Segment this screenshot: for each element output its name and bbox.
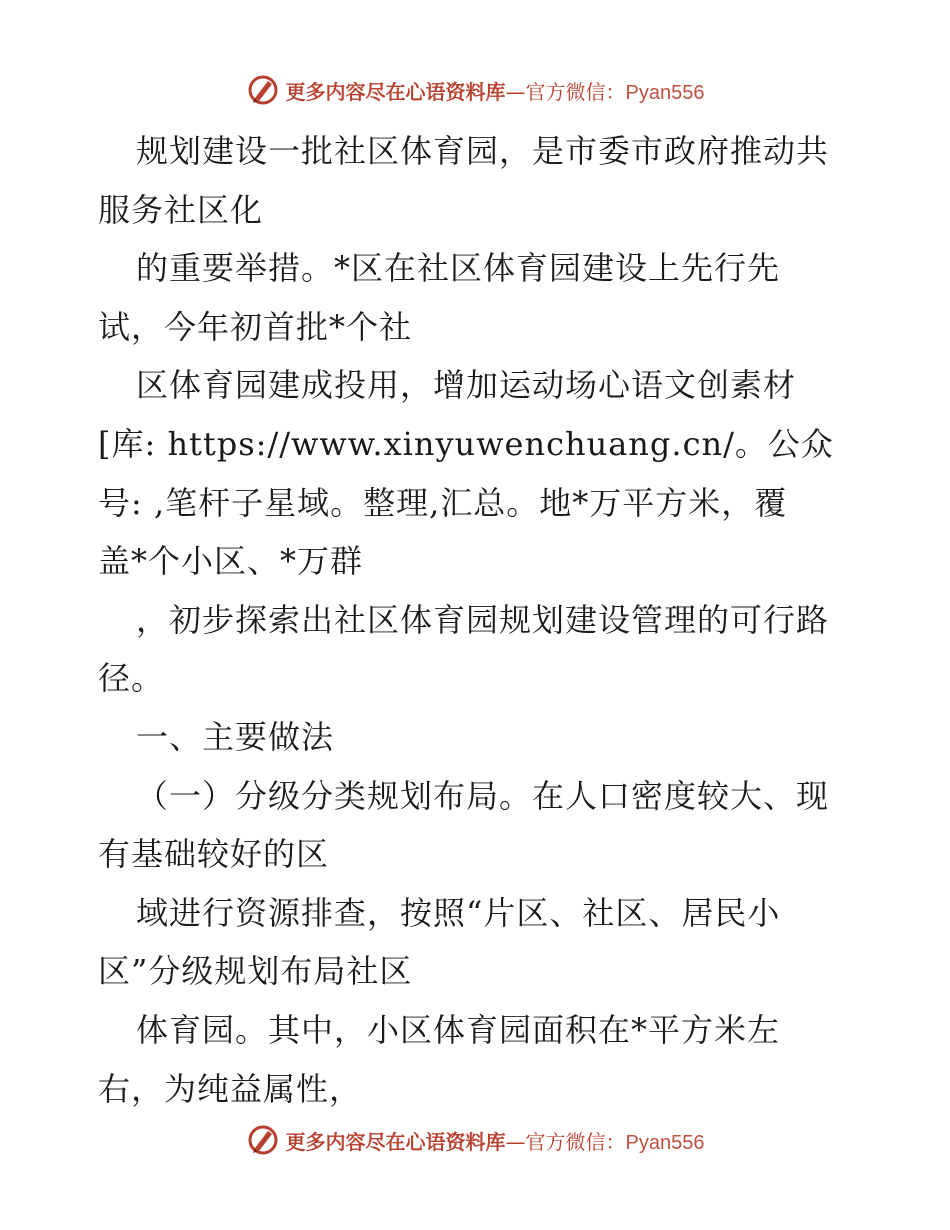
banner-text <box>286 1126 705 1155</box>
text-line: 号: ,笔杆子星域。整理,汇总。地*万平方米，覆 <box>98 483 788 522</box>
banner-text <box>286 76 705 105</box>
pen-logo-icon <box>246 73 280 107</box>
text-line: 有基础较好的区 <box>98 835 330 874</box>
banner-separator: — <box>505 1129 526 1154</box>
text-line: 的重要举措。*区在社区体育园建设上先行先 <box>136 249 781 288</box>
footer-banner <box>0 1120 950 1160</box>
banner-wechat-id: Pyan556 <box>625 1131 705 1154</box>
text-line: 服务社区化 <box>98 190 264 229</box>
section-heading: 一、主要做法 <box>136 717 335 756</box>
banner-main-text: 更多内容尽在心语资料库 <box>285 1129 506 1154</box>
banner-wechat-id: Pyan556 <box>625 81 705 104</box>
banner-separator: — <box>505 79 526 104</box>
text-line: 径。 <box>98 659 165 698</box>
text-line: 试，今年初首批*个社 <box>98 307 413 346</box>
text-line: [库: https://www.xinyuwenchuang.cn/。公众 <box>98 424 834 463</box>
text-line: （一）分级分类规划布局。在人口密度较大、现 <box>136 776 830 815</box>
banner-wechat-label: 官方微信： <box>525 1129 626 1154</box>
text-line: ，初步探索出社区体育园规划建设管理的可行路 <box>136 600 830 639</box>
text-line: 域进行资源排查，按照“片区、社区、居民小 <box>136 893 781 932</box>
banner-main-text: 更多内容尽在心语资料库 <box>285 79 506 104</box>
document-body <box>98 122 858 1118</box>
text-line: 右，为纯益属性， <box>98 1069 363 1108</box>
text-line: 盖*个小区、*万群 <box>98 542 364 581</box>
text-line: 区”分级规划布局社区 <box>98 952 413 991</box>
pen-logo-icon <box>246 1123 280 1157</box>
banner-wechat-label: 官方微信： <box>525 79 626 104</box>
header-banner <box>0 70 950 110</box>
text-line: 体育园。其中，小区体育园面积在*平方米左 <box>136 1010 781 1049</box>
text-line: 区体育园建成投用，增加运动场心语文创素材 <box>136 366 797 405</box>
text-line: 规划建设一批社区体育园，是市委市政府推动共 <box>136 132 830 170</box>
